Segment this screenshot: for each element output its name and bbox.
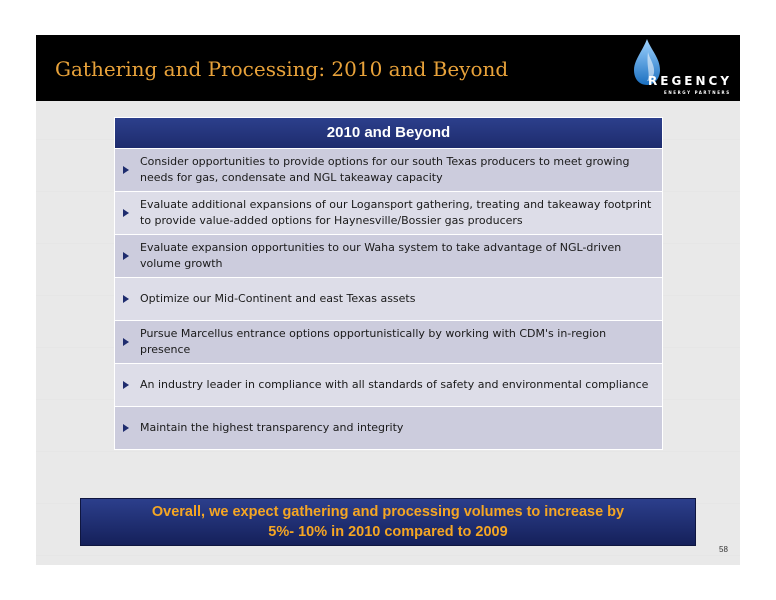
slide (36, 35, 740, 565)
header-bar (36, 35, 740, 101)
item-text: Evaluate expansion opportunities to our Waha system to take advantage of NGL-driven volume growth (140, 241, 622, 270)
bullet-triangle-icon (123, 381, 129, 389)
list-item (115, 148, 662, 191)
bullet-triangle-icon (123, 252, 129, 260)
list-item (115, 191, 662, 234)
callout-line-1: Overall, we expect gathering and processing volumes to increase by (151, 504, 625, 520)
list-item (115, 363, 662, 406)
item-text: Pursue Marcellus entrance options opportunistically by working with CDM's in-region presence (140, 327, 607, 356)
list-item (115, 234, 662, 277)
list-item (115, 277, 662, 320)
bullet-triangle-icon (123, 166, 129, 174)
item-text: An industry leader in compliance with all standards of safety and environmental compliance (140, 378, 649, 391)
page-title: Gathering and Processing: 2010 and Beyond (55, 57, 509, 81)
list-item (115, 320, 662, 363)
item-text: Maintain the highest transparency and integrity (140, 421, 404, 434)
list-item (115, 406, 662, 449)
table-heading: 2010 and Beyond (115, 118, 662, 148)
logo-subtitle: ENERGY PARTNERS (664, 90, 731, 95)
bullet-triangle-icon (123, 209, 129, 217)
bullet-triangle-icon (123, 295, 129, 303)
item-text: Evaluate additional expansions of our Logansport gathering, treating and takeaway footprint to provide value-added options for Haynesville/Bossier gas producers (140, 198, 652, 227)
bullet-triangle-icon (123, 424, 129, 432)
summary-callout (80, 498, 696, 546)
initiatives-table (114, 117, 663, 450)
regency-logo (630, 38, 736, 98)
item-text: Consider opportunities to provide options for our south Texas producers to meet growing needs for gas, condensate and NGL takeaway capacity (140, 155, 630, 184)
item-text: Optimize our Mid-Continent and east Texas assets (140, 292, 416, 305)
logo-name: REGENCY (648, 74, 733, 88)
bullet-triangle-icon (123, 338, 129, 346)
callout-line-2: 5%- 10% in 2010 compared to 2009 (268, 524, 508, 540)
page-number: 58 (719, 545, 728, 554)
